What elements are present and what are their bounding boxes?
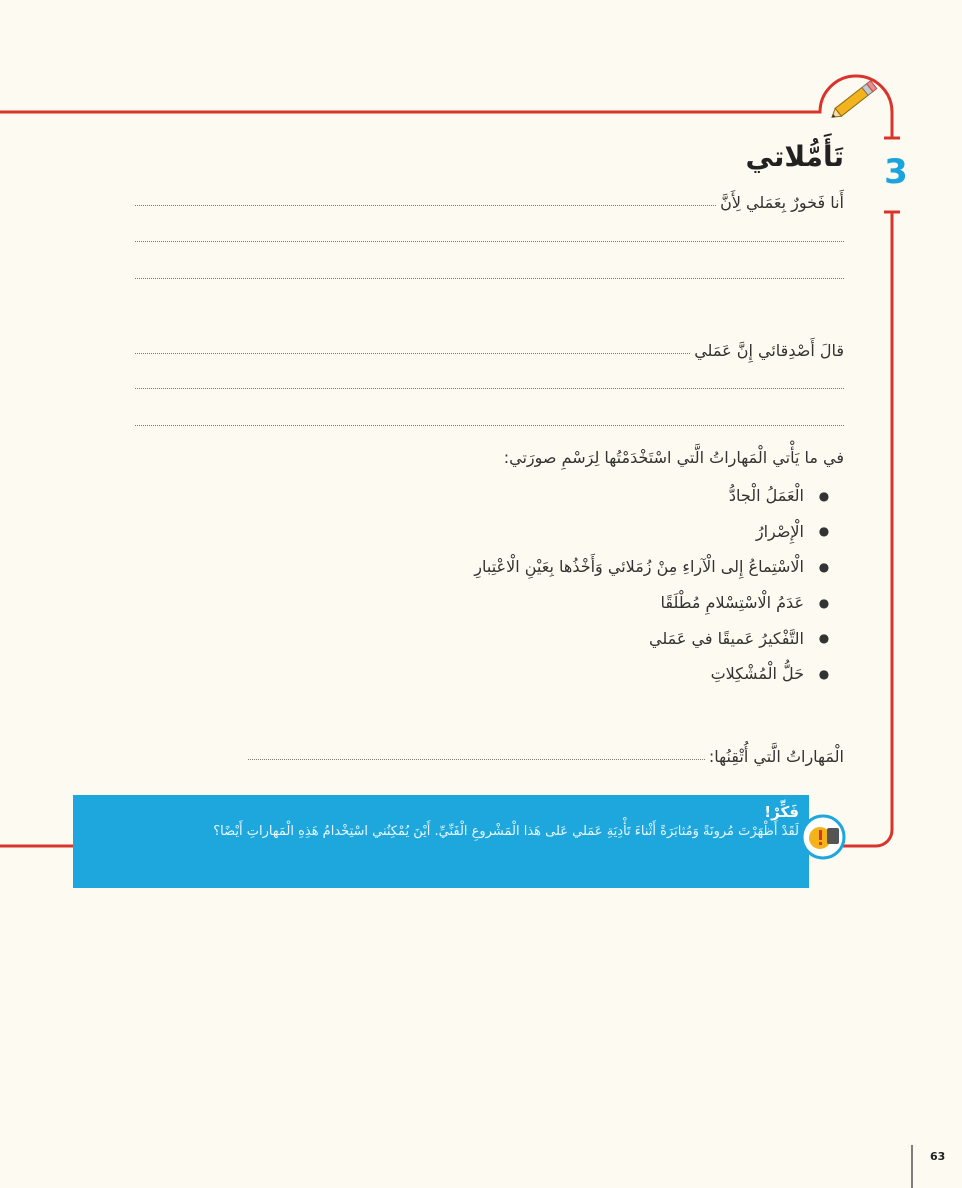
answer-line[interactable] bbox=[135, 241, 844, 242]
list-item-text: حَلُّ الْمُشْكِلاتِ bbox=[710, 664, 804, 684]
answer-line[interactable] bbox=[135, 425, 844, 426]
callout-text: لَقَدْ أَظْهَرْتَ مُرونَةً وَمُثابَرَةً أَثْناءَ تَأْدِيَةِ عَمَلي عَلى هَذا الْمَشْروعِ الْفَنِّيِّ. أَيْنَ يُمْكِنُني اسْتِخْدامُ هَذِهِ الْمَهاراتِ أَيْضًا؟ bbox=[213, 824, 799, 839]
list-item bbox=[344, 514, 844, 550]
think-callout bbox=[73, 795, 809, 888]
list-item bbox=[344, 478, 844, 514]
list-item-text: الْاسْتِماعُ إِلى الْآراءِ مِنْ زُمَلائي وَأَخْذُها بِعَيْنِ الْاعْتِبارِ bbox=[474, 557, 804, 577]
list-item-text: التَّفْكيرُ عَميقًا في عَمَلي bbox=[649, 628, 804, 648]
bullet-icon: ● bbox=[818, 524, 830, 539]
bullet-icon: ● bbox=[818, 595, 830, 610]
answer-line[interactable] bbox=[135, 278, 844, 279]
prompt-label: قالَ أَصْدِقائي إِنَّ عَمَلي bbox=[694, 341, 844, 360]
answer-line[interactable] bbox=[135, 205, 716, 206]
skills-list bbox=[344, 478, 844, 692]
answer-line[interactable] bbox=[248, 759, 705, 760]
prompt-label: أَنا فَخورٌ بِعَمَلي لِأَنَّ bbox=[720, 193, 844, 212]
list-item-text: الْإِصْرارُ bbox=[755, 521, 804, 541]
callout-title: فَكِّرْ! bbox=[764, 803, 799, 821]
answer-line[interactable] bbox=[135, 388, 844, 389]
page-number: 63 bbox=[930, 1150, 946, 1163]
prompt-proud bbox=[135, 182, 844, 212]
list-item bbox=[344, 549, 844, 585]
answer-line[interactable] bbox=[135, 353, 690, 354]
bullet-icon: ● bbox=[818, 666, 830, 681]
bullet-icon: ● bbox=[818, 488, 830, 503]
prompt-friends bbox=[135, 330, 844, 360]
list-item bbox=[344, 620, 844, 656]
list-item bbox=[344, 656, 844, 692]
bullet-icon: ● bbox=[818, 559, 830, 574]
list-item-text: عَدَمُ الْاسْتِسْلامِ مُطْلَقًا bbox=[660, 593, 804, 613]
section-number: 3 bbox=[884, 152, 908, 192]
prompt-label: الْمَهاراتُ الَّتي أُتْقِنُها: bbox=[708, 747, 844, 766]
think-bulb-icon bbox=[800, 814, 846, 860]
list-item-text: الْعَمَلُ الْجادُّ bbox=[728, 486, 804, 506]
prompt-mastered bbox=[248, 736, 844, 766]
list-item bbox=[344, 585, 844, 621]
skills-intro: في ما يَأْتي الْمَهاراتُ الَّتي اسْتَخْدَمْتُها لِرَسْمِ صورَتي: bbox=[503, 448, 844, 467]
page-title: تَأَمُّلاتي bbox=[745, 140, 844, 173]
pencil-icon bbox=[826, 78, 882, 122]
bullet-icon: ● bbox=[818, 631, 830, 646]
